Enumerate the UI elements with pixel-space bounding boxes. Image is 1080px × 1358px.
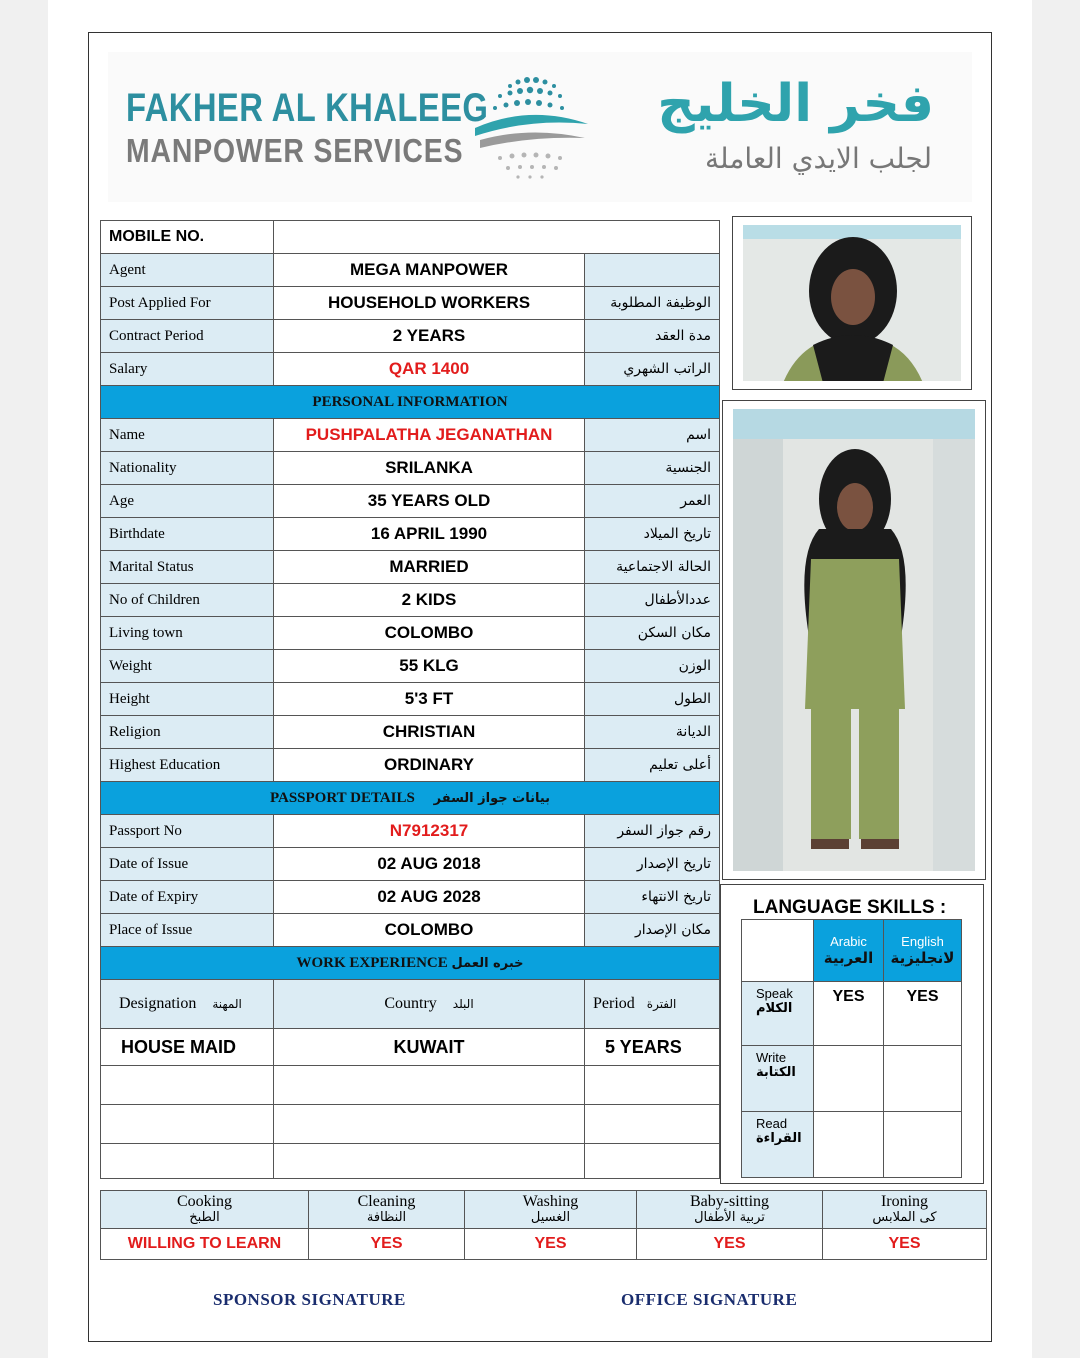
- designation-label: Designation: [119, 995, 197, 1012]
- row-label-arabic: القراءة: [756, 1131, 802, 1146]
- passport-title-arabic: بيانات جواز السفر: [433, 790, 551, 806]
- work-title: WORK EXPERIENCE: [296, 954, 448, 971]
- row-value: 16 APRIL 1990: [274, 518, 585, 551]
- work-empty-row: [101, 1105, 720, 1144]
- language-row: [742, 1046, 962, 1112]
- section-header-passport: [101, 782, 720, 815]
- skill-value-ironing: YES: [823, 1229, 987, 1260]
- skill-label-arabic: الغسيل: [530, 1210, 571, 1225]
- row-value: ORDINARY: [274, 749, 585, 782]
- row-label-arabic: [585, 254, 720, 287]
- row-label: Date of Issue: [101, 848, 274, 881]
- skill-label-arabic: الطبخ: [189, 1210, 220, 1225]
- person-portrait-icon: [743, 225, 961, 381]
- row-label: Post Applied For: [101, 287, 274, 320]
- row-label: Highest Education: [101, 749, 274, 782]
- logo-english-name: FAKHER AL KHALEEG: [126, 86, 489, 130]
- table-row: [101, 914, 720, 947]
- read-arabic-value: [814, 1112, 884, 1178]
- row-label: Agent: [101, 254, 274, 287]
- table-row: [101, 353, 720, 386]
- work-empty-row: [101, 1066, 720, 1105]
- period-header: [585, 980, 720, 1029]
- row-label-arabic: أعلى تعليم: [585, 749, 720, 782]
- office-signature-label: OFFICE SIGNATURE: [621, 1290, 798, 1309]
- row-label-arabic: الوظيفة المطلوبة: [585, 287, 720, 320]
- row-label-arabic: مدة العقد: [585, 320, 720, 353]
- row-value: 5'3 FT: [274, 683, 585, 716]
- skill-label: Washing: [522, 1193, 579, 1210]
- row-label: Weight: [101, 650, 274, 683]
- table-row: [101, 452, 720, 485]
- skill-header-cooking: [101, 1191, 309, 1229]
- period-label: Period: [593, 995, 635, 1012]
- skill-value-cooking: WILLING TO LEARN: [101, 1229, 309, 1260]
- read-english-value: [884, 1112, 962, 1178]
- skill-header-ironing: [823, 1191, 987, 1229]
- language-col-english: [884, 920, 962, 982]
- row-label-arabic: الوزن: [585, 650, 720, 683]
- salary-value: QAR 1400: [274, 353, 585, 386]
- skill-header-babysitting: [637, 1191, 823, 1229]
- language-skills-table: [741, 919, 962, 1178]
- country-label-arabic: البلد: [452, 997, 474, 1011]
- section-header-personal: PERSONAL INFORMATION: [101, 386, 720, 419]
- work-title-arabic: خبره العمل: [451, 955, 524, 971]
- table-row: [101, 518, 720, 551]
- row-label-arabic: الحالة الاجتماعية: [585, 551, 720, 584]
- language-skills-box: [720, 884, 984, 1184]
- row-label: Religion: [101, 716, 274, 749]
- skill-label-arabic: النظافة: [366, 1210, 407, 1225]
- skills-table: [100, 1190, 987, 1260]
- company-logo-banner: [108, 52, 972, 202]
- row-label-arabic: رقم جواز السفر: [585, 815, 720, 848]
- row-label-arabic: اسم: [585, 419, 720, 452]
- row-label-arabic: الراتب الشهري: [585, 353, 720, 386]
- row-label: Speak: [756, 986, 793, 1001]
- row-label-arabic: الكلام: [756, 1001, 793, 1016]
- table-row: [101, 485, 720, 518]
- language-row: [742, 1112, 962, 1178]
- row-label: Marital Status: [101, 551, 274, 584]
- country-label: Country: [384, 995, 437, 1012]
- name-value: PUSHPALATHA JEGANATHAN: [274, 419, 585, 452]
- mobile-row: [101, 221, 720, 254]
- designation-label-arabic: المهنة: [212, 997, 242, 1011]
- row-label: Place of Issue: [101, 914, 274, 947]
- person-full-body-icon: [733, 409, 975, 871]
- row-value: 2 KIDS: [274, 584, 585, 617]
- table-row: [101, 287, 720, 320]
- write-english-value: [884, 1046, 962, 1112]
- row-label: Contract Period: [101, 320, 274, 353]
- speak-english-value: YES: [884, 982, 962, 1046]
- table-row: [101, 683, 720, 716]
- table-row: [101, 650, 720, 683]
- table-row: [101, 617, 720, 650]
- table-row: [101, 320, 720, 353]
- table-row: [101, 716, 720, 749]
- row-label-arabic: تاريخ الإصدار: [585, 848, 720, 881]
- sponsor-signature-label: SPONSOR SIGNATURE: [213, 1290, 406, 1309]
- table-row: [101, 584, 720, 617]
- logo-globe-icon: [470, 66, 590, 186]
- logo-arabic-subtitle: لجلب الايدي العاملة: [705, 142, 932, 175]
- col-label: Arabic: [830, 934, 867, 949]
- row-label: Nationality: [101, 452, 274, 485]
- skill-label: Cooking: [176, 1193, 233, 1210]
- row-label: Living town: [101, 617, 274, 650]
- col-label-arabic: العربية: [823, 949, 874, 967]
- row-label: Write: [756, 1050, 787, 1065]
- row-label-arabic: مكان السكن: [585, 617, 720, 650]
- skill-label-arabic: تربية الأطفال: [694, 1210, 765, 1225]
- row-value: COLOMBO: [274, 914, 585, 947]
- row-label: No of Children: [101, 584, 274, 617]
- row-label-arabic: الجنسية: [585, 452, 720, 485]
- work-header-row: [101, 980, 720, 1029]
- speak-arabic-value: YES: [814, 982, 884, 1046]
- skill-label: Cleaning: [357, 1193, 416, 1210]
- row-value: HOUSEHOLD WORKERS: [274, 287, 585, 320]
- table-row: [101, 881, 720, 914]
- row-value: 55 KLG: [274, 650, 585, 683]
- headshot-photo: [732, 216, 972, 390]
- skill-header-washing: [465, 1191, 637, 1229]
- row-value: SRILANKA: [274, 452, 585, 485]
- col-label-arabic: لانجليزية: [890, 949, 955, 967]
- country-header: [274, 980, 585, 1029]
- logo-arabic-name: فخر الخليج: [657, 74, 934, 134]
- col-label: English: [901, 934, 944, 949]
- language-row: [742, 982, 962, 1046]
- skill-label-arabic: كى الملابس: [872, 1210, 937, 1225]
- mobile-label: MOBILE NO.: [101, 221, 274, 254]
- row-value: 2 YEARS: [274, 320, 585, 353]
- row-label: Passport No: [101, 815, 274, 848]
- skill-value-babysitting: YES: [637, 1229, 823, 1260]
- table-row: [101, 749, 720, 782]
- skill-value-cleaning: YES: [309, 1229, 465, 1260]
- skill-label: Baby-sitting: [689, 1193, 770, 1210]
- row-label-arabic: تاريخ الميلاد: [585, 518, 720, 551]
- language-row-label: [742, 982, 814, 1046]
- row-label: Salary: [101, 353, 274, 386]
- row-label-arabic: مكان الإصدار: [585, 914, 720, 947]
- headshot-image: [743, 225, 961, 381]
- table-row: [101, 551, 720, 584]
- designation-header: [101, 980, 274, 1029]
- mobile-value: [274, 221, 720, 254]
- passport-title: PASSPORT DETAILS: [269, 789, 415, 806]
- row-value: 35 YEARS OLD: [274, 485, 585, 518]
- skill-header-cleaning: [309, 1191, 465, 1229]
- row-label-arabic: تاريخ الانتهاء: [585, 881, 720, 914]
- work-entry-row: [101, 1029, 720, 1066]
- language-corner-cell: [742, 920, 814, 982]
- logo-english-subtitle: MANPOWER SERVICES: [126, 132, 464, 169]
- skill-value-washing: YES: [465, 1229, 637, 1260]
- applicant-info-table: [100, 220, 720, 1179]
- work-period: 5 YEARS: [585, 1029, 720, 1066]
- row-value: CHRISTIAN: [274, 716, 585, 749]
- table-row: [101, 848, 720, 881]
- section-header-work: [101, 947, 720, 980]
- full-body-photo: [722, 400, 986, 880]
- row-value: MARRIED: [274, 551, 585, 584]
- period-label-arabic: الفترة: [646, 997, 677, 1011]
- table-row: [101, 254, 720, 287]
- row-label-arabic: الطول: [585, 683, 720, 716]
- language-skills-title: LANGUAGE SKILLS :: [753, 897, 947, 918]
- row-label: Height: [101, 683, 274, 716]
- language-col-arabic: [814, 920, 884, 982]
- row-label-arabic: العمر: [585, 485, 720, 518]
- row-label-arabic: الكتابة: [756, 1065, 796, 1080]
- write-arabic-value: [814, 1046, 884, 1112]
- row-label-arabic: عددالأطفال: [585, 584, 720, 617]
- row-label: Read: [756, 1116, 788, 1131]
- work-country: KUWAIT: [274, 1029, 585, 1066]
- work-empty-row: [101, 1144, 720, 1179]
- row-value: MEGA MANPOWER: [274, 254, 585, 287]
- table-row: [101, 815, 720, 848]
- passport-number-value: N7912317: [274, 815, 585, 848]
- skills-value-row: [101, 1229, 987, 1260]
- row-label: Name: [101, 419, 274, 452]
- row-label-arabic: الديانة: [585, 716, 720, 749]
- table-row: [101, 419, 720, 452]
- work-designation: HOUSE MAID: [101, 1029, 274, 1066]
- language-row-label: [742, 1112, 814, 1178]
- row-label: Birthdate: [101, 518, 274, 551]
- row-label: Date of Expiry: [101, 881, 274, 914]
- row-value: 02 AUG 2028: [274, 881, 585, 914]
- row-value: COLOMBO: [274, 617, 585, 650]
- language-row-label: [742, 1046, 814, 1112]
- row-label: Age: [101, 485, 274, 518]
- full-body-image: [733, 409, 975, 871]
- skill-label: Ironing: [880, 1193, 929, 1210]
- row-value: 02 AUG 2018: [274, 848, 585, 881]
- skills-header-row: [101, 1191, 987, 1229]
